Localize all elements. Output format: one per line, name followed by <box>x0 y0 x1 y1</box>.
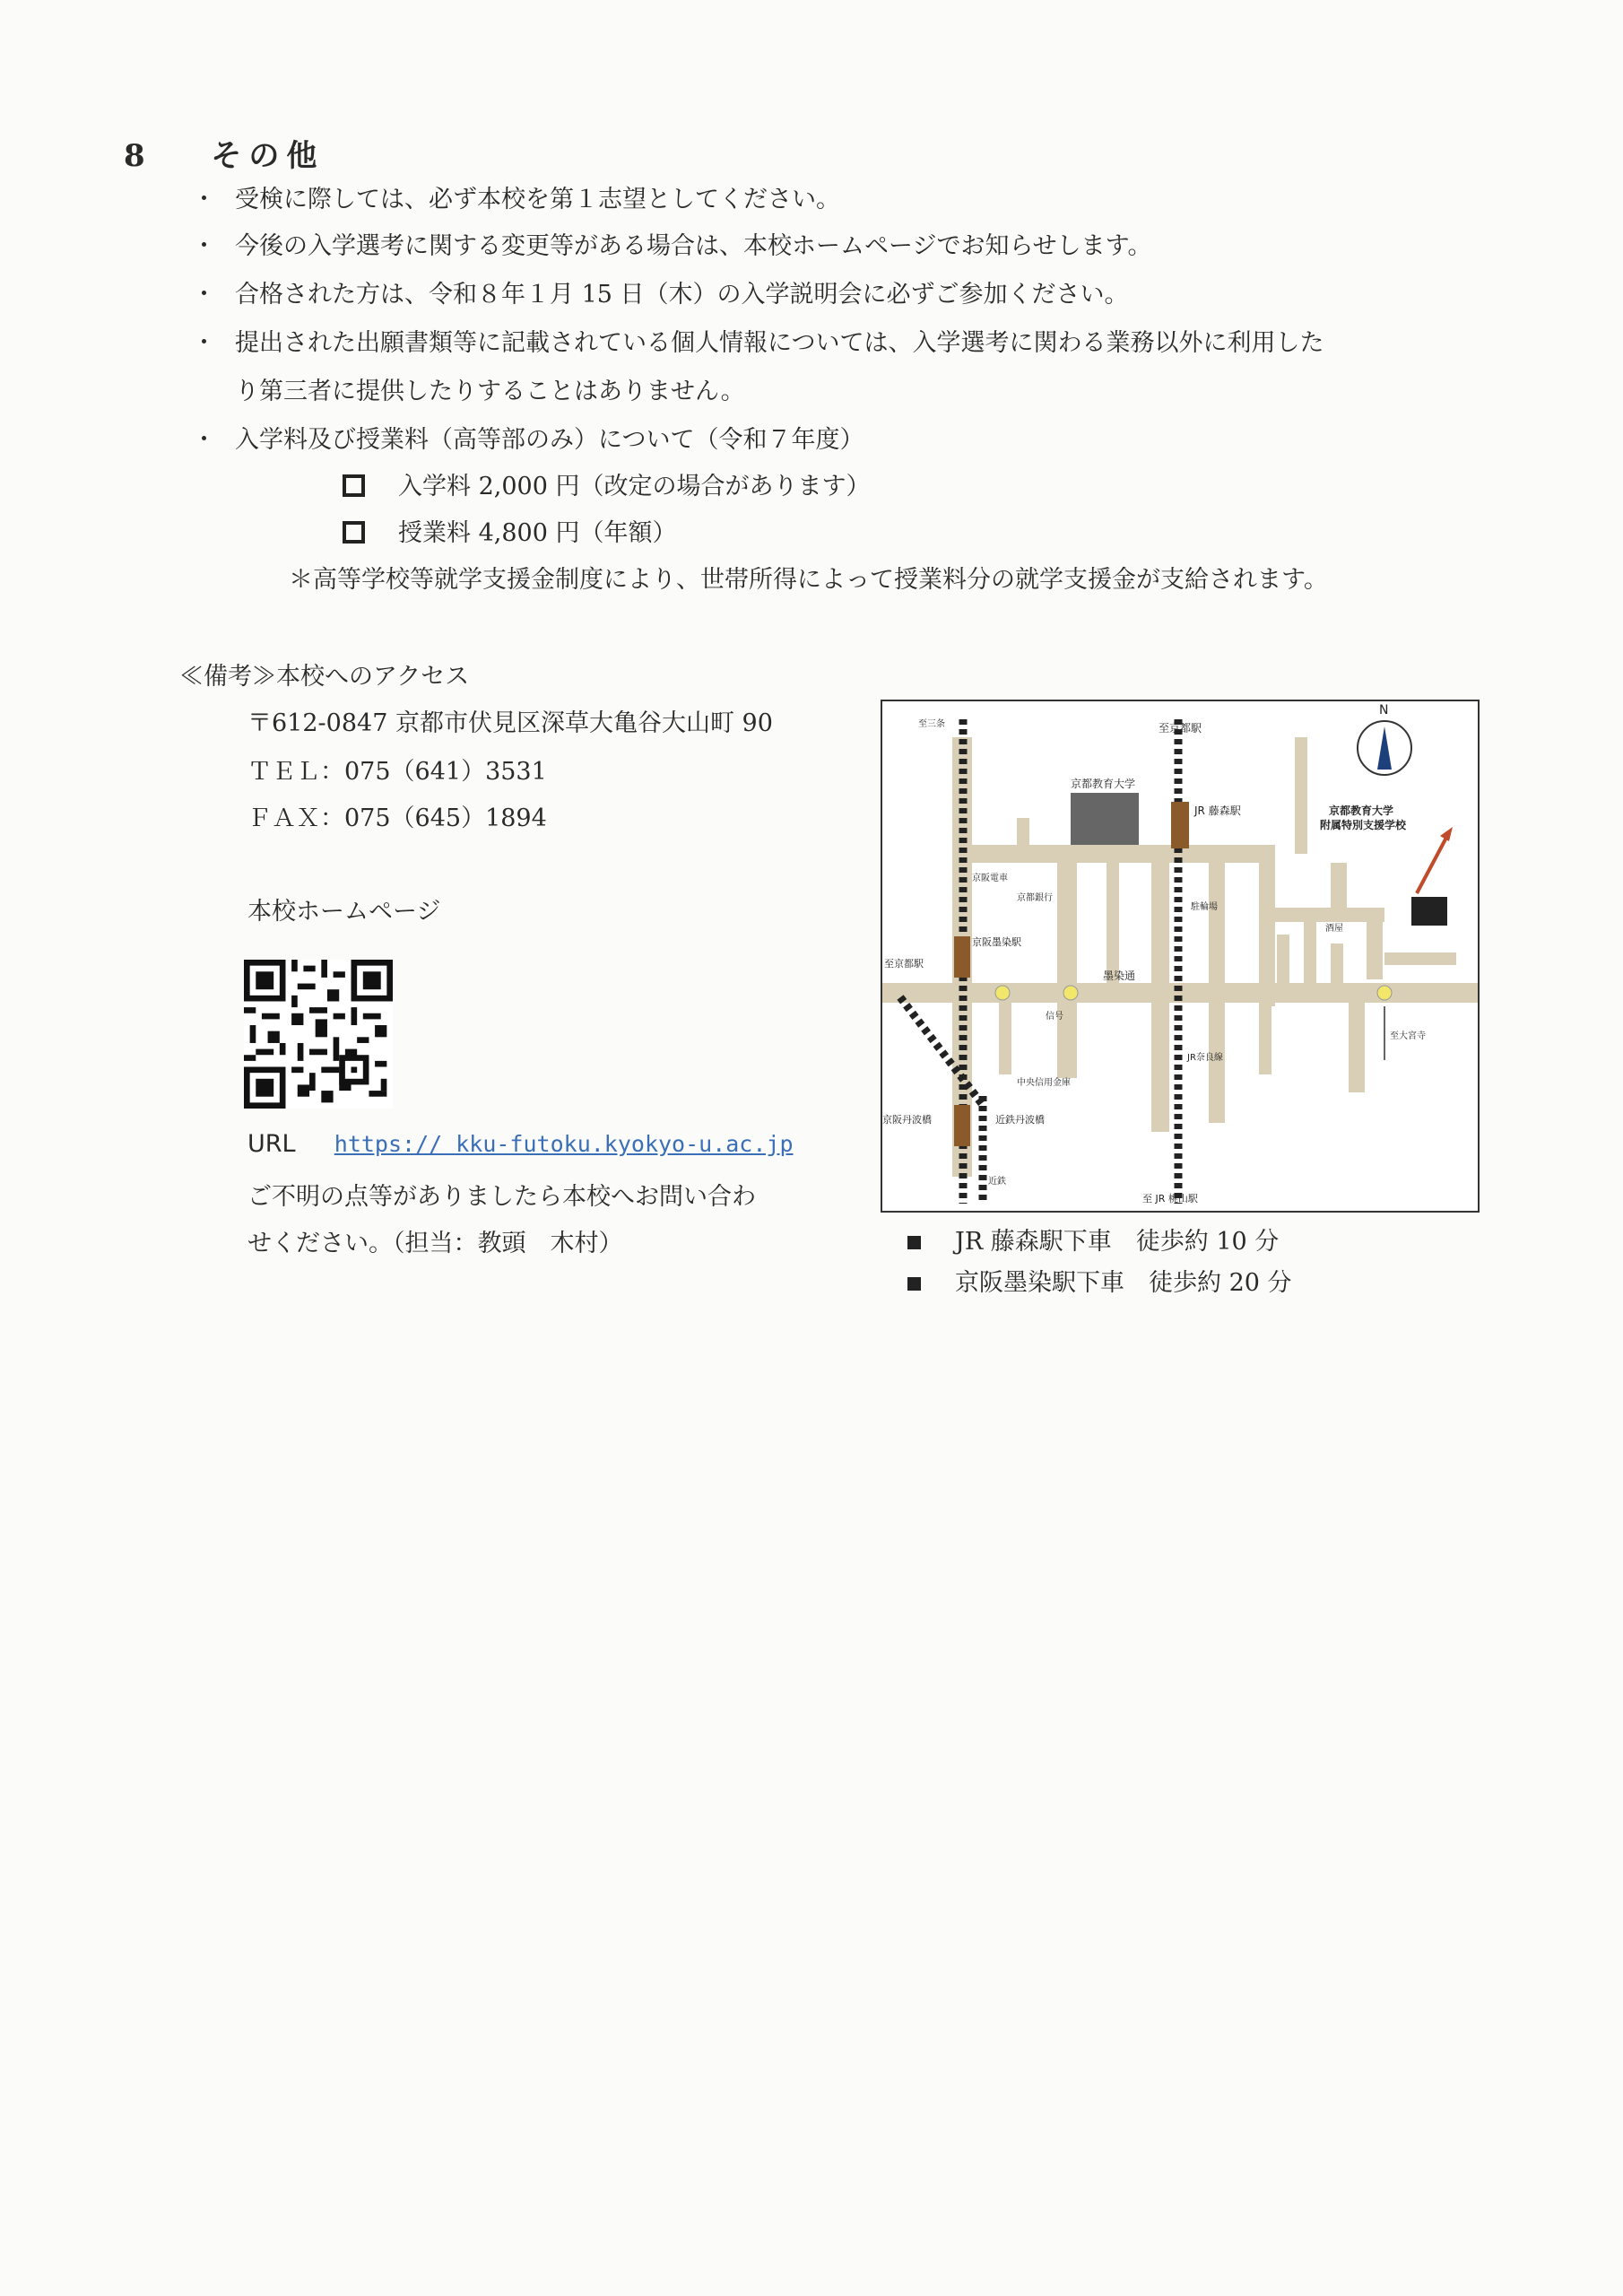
map-label-jr-nara-line: JR奈良線 <box>1187 1053 1223 1063</box>
map-label-kyoto-univ: 京都教育大学 <box>1071 778 1136 790</box>
arrow-icon <box>1417 827 1453 893</box>
fee-admission: 入学料 2,000 円（改定の場合があります） <box>398 473 871 500</box>
map-label-to-jr-momoyama: 至 JR 桃山駅 <box>1142 1193 1198 1205</box>
direction-jr <box>907 1222 1279 1257</box>
checkbox-square-icon <box>343 521 365 544</box>
bullet-briefing: 合格された方は、令和８年１月 15 日（木）の入学説明会に必ずご参加ください。 <box>235 281 1129 309</box>
map-label-shingo: 信号 <box>1046 1012 1063 1022</box>
contact-line-2: せください。（担当：教頭 木村） <box>247 1230 623 1257</box>
section-heading <box>124 131 324 175</box>
bullet-changes: 今後の入学選考に関する変更等がある場合は、本校ホームページでお知らせします。 <box>235 232 1152 260</box>
section-title: その他 <box>211 138 325 174</box>
bullet-mark: ・ <box>192 426 216 454</box>
bullet-mark: ・ <box>192 232 216 260</box>
fee-tuition: 授業料 4,800 円（年額） <box>398 519 677 547</box>
checkbox-square-icon <box>343 474 365 497</box>
bullet-privacy-cont: り第三者に提供したりすることはありません。 <box>235 378 745 405</box>
map-label-kyoto-bank: 京都銀行 <box>1017 893 1053 903</box>
map-label-chushin: 中央信用金庫 <box>1017 1078 1071 1088</box>
map-label-school-1: 京都教育大学 <box>1329 804 1394 817</box>
address: 〒612‐0847 京都市伏見区深草大亀谷大山町 90 <box>247 709 773 737</box>
map-label-keihan-sumizome: 京阪墨染駅 <box>972 936 1021 948</box>
map-label-kintetsu-tambabashi: 近鉄丹波橋 <box>995 1114 1045 1126</box>
contact-line-1: ご不明の点等がありましたら本校へお問い合わ <box>247 1183 756 1211</box>
map-drawing <box>882 701 1478 1211</box>
homepage-label: 本校ホームページ <box>247 898 441 926</box>
direction-keihan <box>907 1263 1292 1298</box>
access-heading: ≪備考≫本校へのアクセス <box>179 663 470 691</box>
map-label-to-sanjo: 至三条 <box>918 719 945 729</box>
qr-code[interactable] <box>244 960 393 1109</box>
tel: ＴＥＬ：075（641）3531 <box>247 758 547 786</box>
map-label-sumizome-street: 墨染通 <box>1103 970 1136 982</box>
access-map <box>881 700 1480 1213</box>
rail-lines <box>900 719 1178 1204</box>
map-label-keihan-tambabashi: 京阪丹波橋 <box>882 1114 932 1126</box>
fax: ＦＡＸ：075（645）1894 <box>247 804 547 832</box>
direction-keihan-text: 京阪墨染駅下車 徒歩約 20 分 <box>955 1269 1292 1297</box>
map-label-to-kyoto-left: 至京都駅 <box>884 958 924 970</box>
square-bullet-icon <box>907 1277 921 1291</box>
direction-jr-text: JR 藤森駅下車 徒歩約 10 分 <box>955 1228 1280 1256</box>
kyoto-univ-building <box>1071 793 1139 845</box>
map-label-jr-fujinomori: JR 藤森駅 <box>1194 804 1241 817</box>
url-label: URL <box>247 1130 296 1158</box>
bullet-fees: 入学料及び授業料（高等部のみ）について（令和７年度） <box>235 426 864 454</box>
map-label-compass: N <box>1379 703 1389 718</box>
homepage-link[interactable]: https:// kku-futoku.kyokyo-u.ac.jp <box>334 1131 794 1157</box>
section-number: 8 <box>124 138 152 174</box>
map-label-kintetsu: 近鉄 <box>988 1177 1006 1187</box>
map-label-sakaya: 酒屋 <box>1325 924 1343 934</box>
square-bullet-icon <box>907 1236 921 1249</box>
bullet-mark: ・ <box>192 186 216 213</box>
bullet-privacy: 提出された出願書類等に記載されている個人情報については、入学選考に関わる業務以外に利用した <box>235 329 1324 357</box>
bullet-mark: ・ <box>192 281 216 309</box>
bullet-mark: ・ <box>192 329 216 357</box>
map-label-school-2: 附属特別支援学校 <box>1320 819 1407 831</box>
map-label-parking: 駐輪場 <box>1191 902 1218 912</box>
compass-icon <box>1358 721 1411 775</box>
map-label-keihan-line: 京阪電車 <box>972 874 1008 883</box>
map-label-to-kyoto-top: 至京都駅 <box>1159 722 1202 735</box>
map-label-to-chushoji: 至大宮寺 <box>1390 1031 1426 1041</box>
fee-note: ＊高等学校等就学支援金制度により、世帯所得によって授業料分の就学支援金が支給されます。 <box>289 566 1328 594</box>
school-building <box>1411 897 1447 926</box>
bullet-first-choice: 受検に際しては、必ず本校を第１志望としてください。 <box>235 186 840 213</box>
